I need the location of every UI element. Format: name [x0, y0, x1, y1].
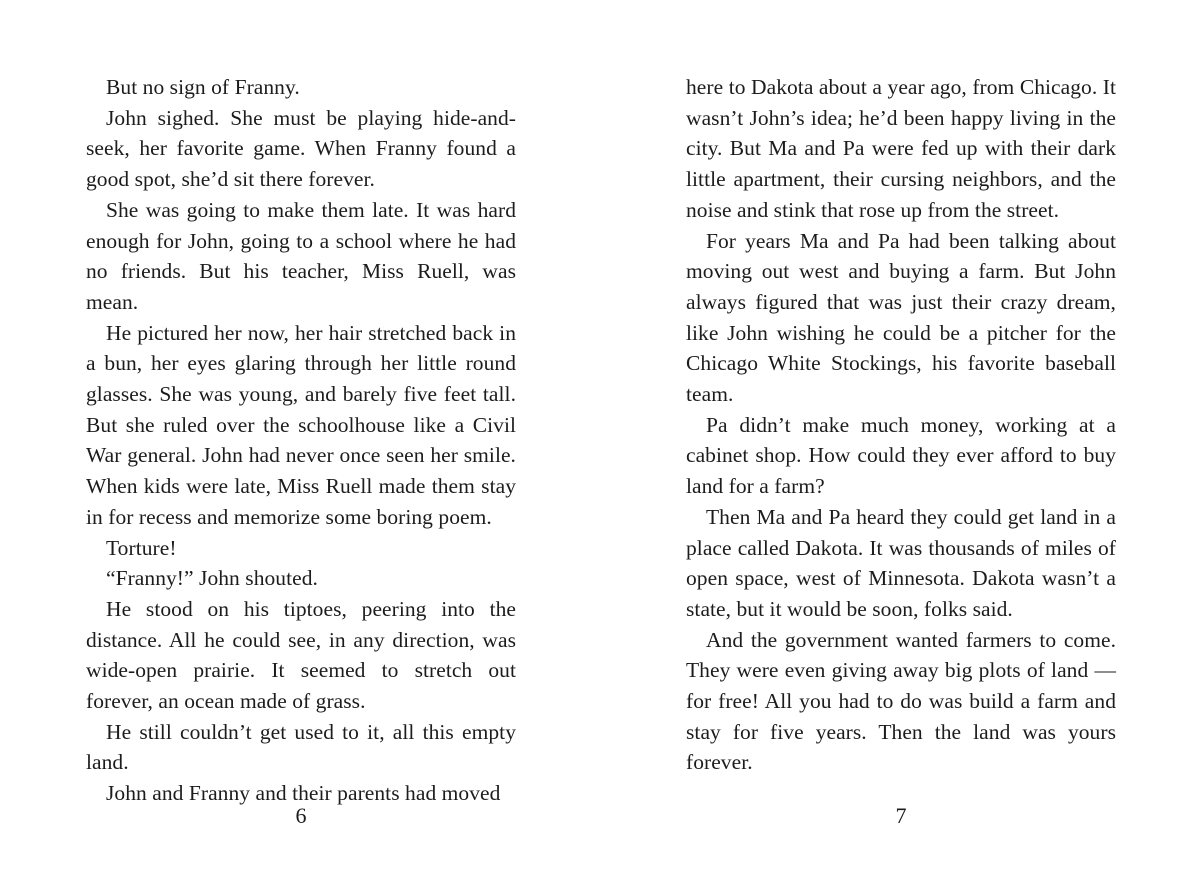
paragraph: She was going to make them late. It was hard enough for John, going to a school where he had no friends. But his teacher, Miss Ruell, was mean.	[86, 197, 516, 314]
paragraph: But no sign of Franny.	[106, 75, 300, 99]
paragraph: He stood on his tiptoes, peering into the distance. All he could see, in any direction, was wide-open prairie. It seemed to stretch out forever, an ocean made of grass.	[86, 596, 516, 714]
paragraph: Then Ma and Pa heard they could get land in a place called Dakota. It was thousands of miles of open space, west of Minnesota. Dakota wasn’t a state, but it would be soon, folks said.	[686, 504, 1116, 621]
right-page-number: 7	[895, 803, 907, 828]
paragraph: He still couldn’t get used to it, all this empty land.	[86, 719, 516, 775]
paragraph: Pa didn’t make much money, working at a cabinet shop. How could they ever afford to buy land for a farm?	[686, 412, 1116, 499]
right-page	[686, 72, 1116, 778]
paragraph: Torture!	[106, 535, 177, 560]
paragraph: John sighed. She must be playing hide-and-seek, her favorite game. When Franny found a good spot, she’d sit there forever.	[86, 105, 516, 192]
paragraph: John and Franny and their parents had moved	[106, 781, 501, 806]
paragraph: He pictured her now, her hair stretched back in a bun, her eyes glaring through her little round glasses. She was young, and barely five feet tall. But she ruled over the schoolhouse like a Civil War general. John had never once seen her smile. When kids were late, Miss Ruell made them stay in for recess and memorize some boring poem.	[86, 320, 516, 529]
paragraph: “Franny!” John shouted.	[106, 566, 318, 591]
paragraph: here to Dakota about a year ago, from Chicago. It wasn’t John’s idea; he’d been happy living in the city. But Ma and Pa were fed up with their dark little apartment, their cursing neighbors, and the noise and stink that rose up from the street.	[686, 75, 1116, 222]
paragraph: For years Ma and Pa had been talking about moving out west and buying a farm. But John always figured that was just their crazy dream, like John wishing he could be a pitcher for the Chicago White Stockings, his favorite baseball team.	[686, 228, 1116, 407]
paragraph: And the government wanted farmers to come. They were even giving away big plots of land — for free! All you had to do was build a farm and stay for five years. Then the land was yours forever.	[686, 627, 1116, 775]
left-page	[86, 72, 516, 809]
left-page-number: 6	[295, 803, 307, 828]
